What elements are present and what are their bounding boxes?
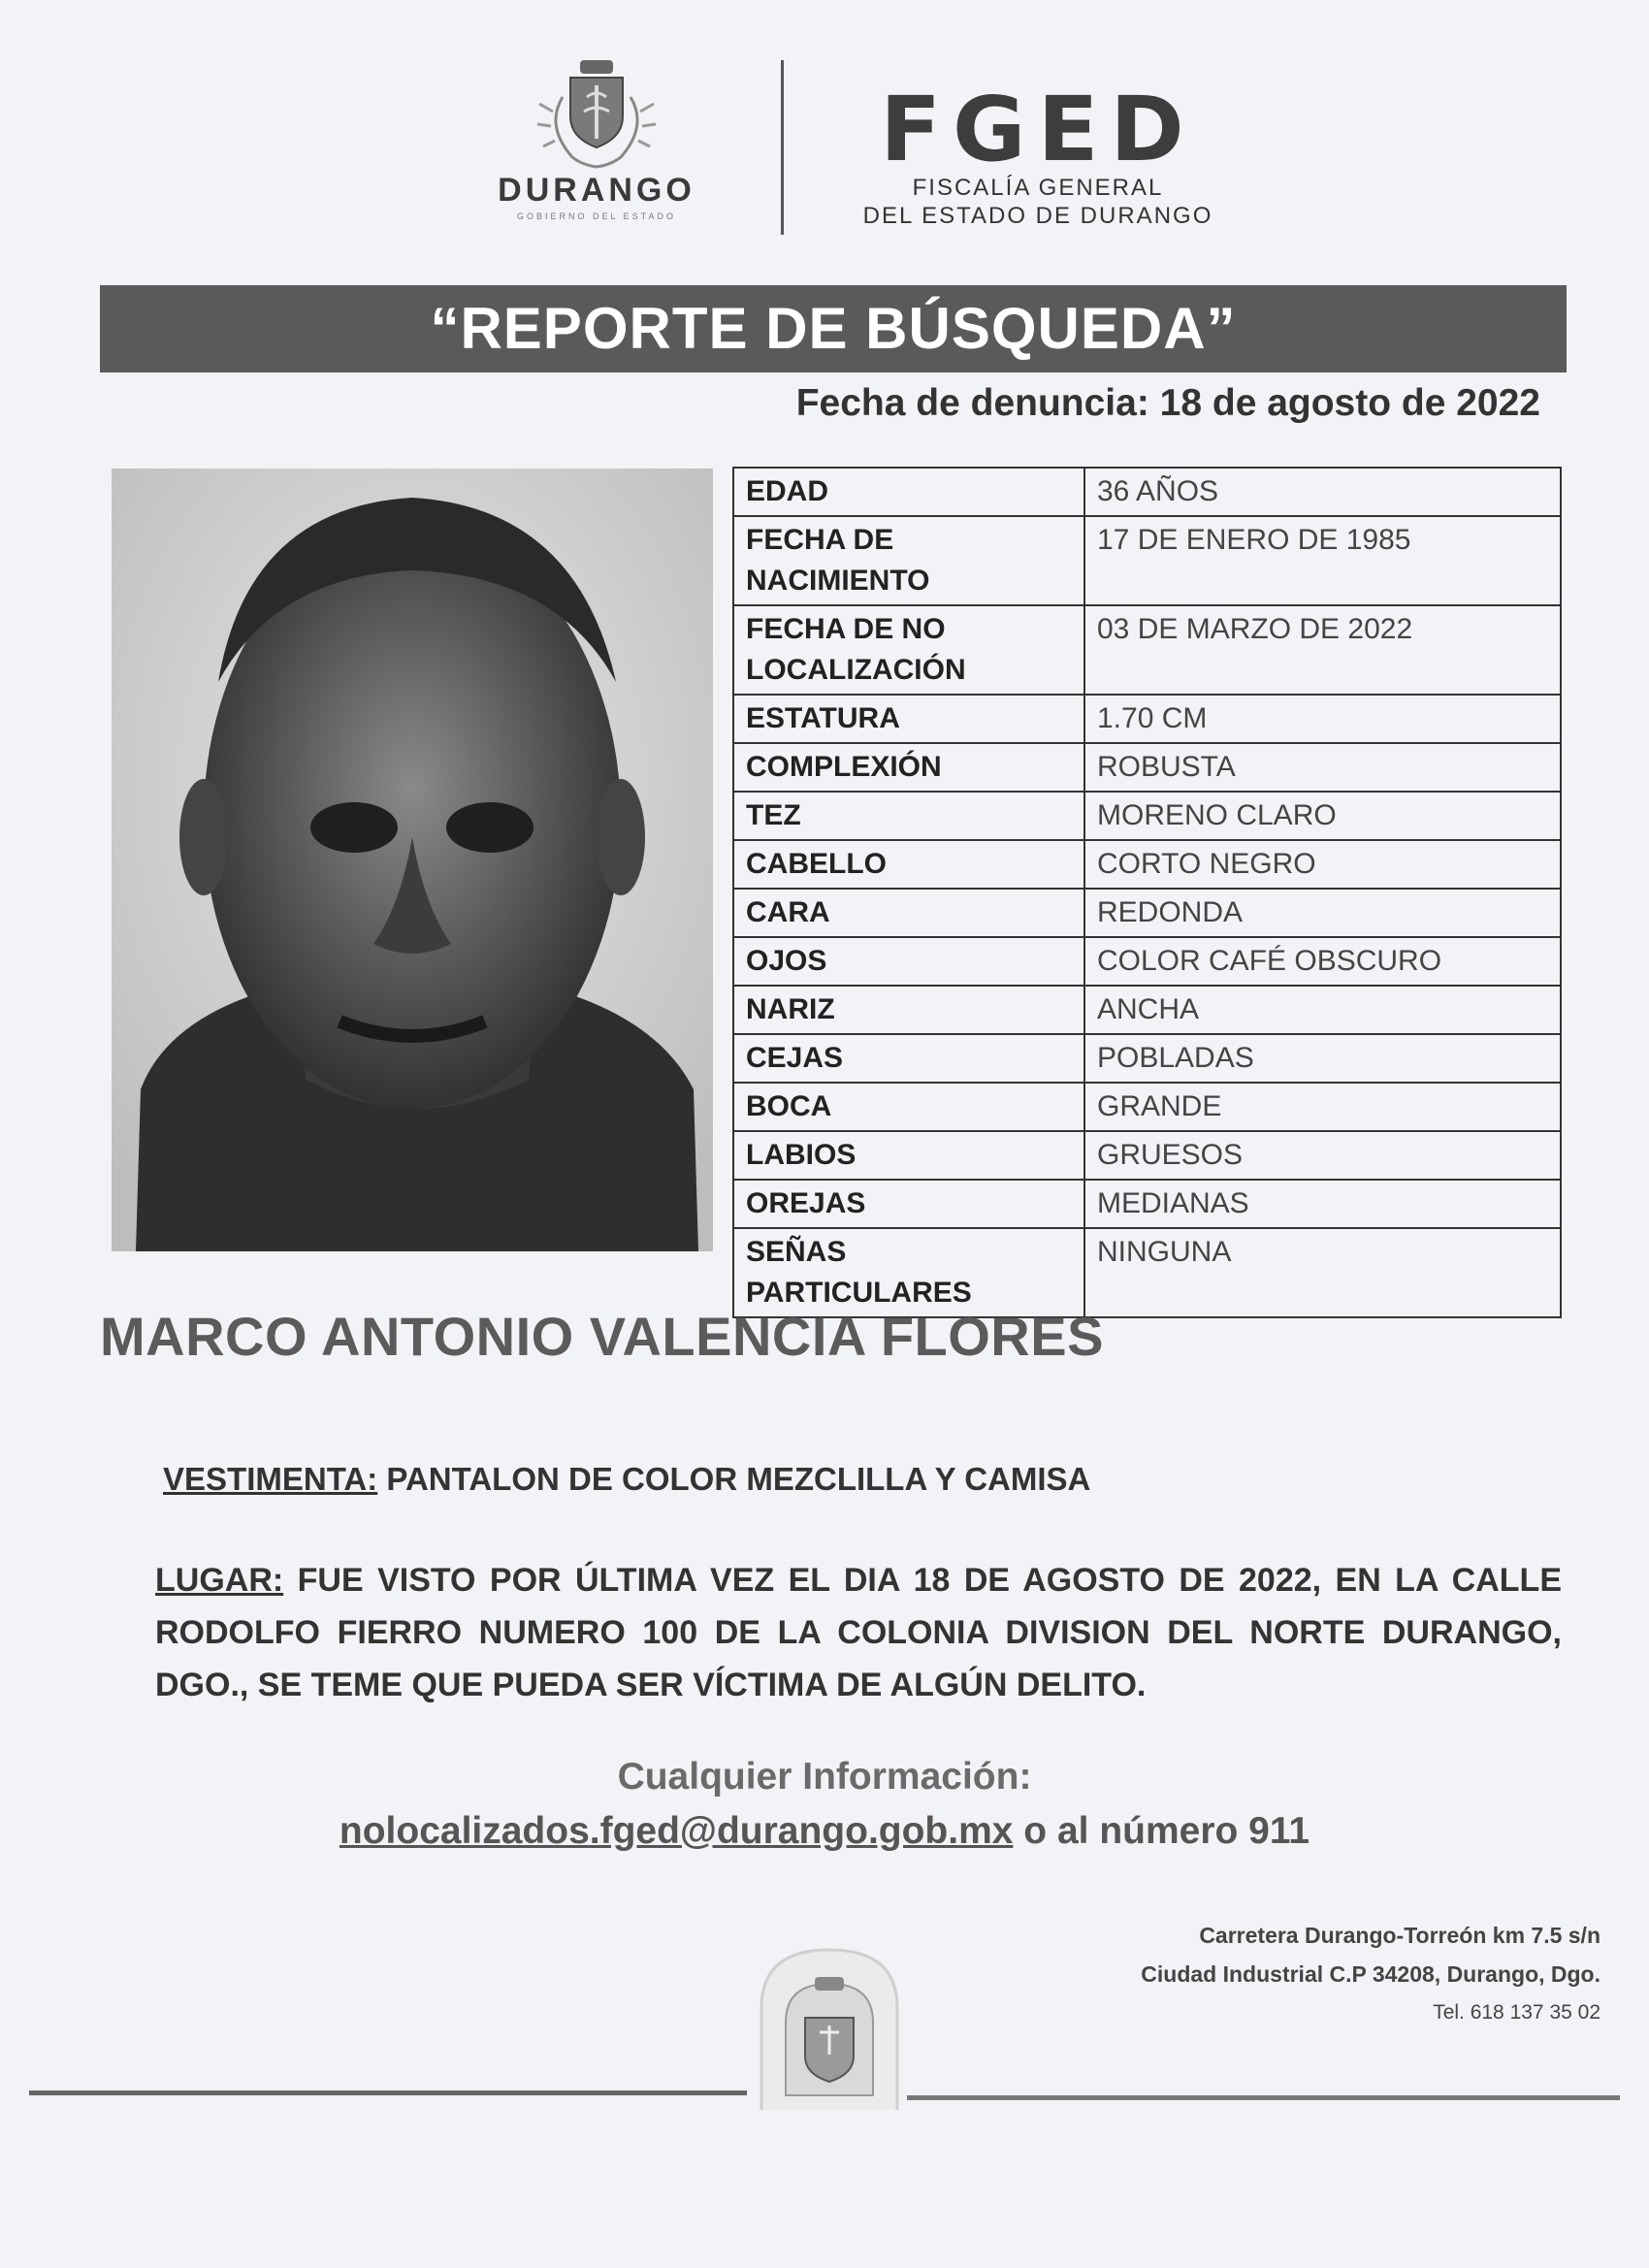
header-divider <box>781 60 784 235</box>
agency-name-line2: DEL ESTADO DE DURANGO <box>862 202 1213 229</box>
table-row <box>733 695 1561 743</box>
attribute-value: NINGUNA <box>1084 1228 1561 1317</box>
clothing-line <box>163 1461 1090 1498</box>
attribute-value: ROBUSTA <box>1084 743 1561 792</box>
footer-address-line1: Carretera Durango-Torreón km 7.5 s/n <box>1199 1923 1600 1948</box>
attribute-label: FECHA DE NO LOCALIZACIÓN <box>733 605 1084 695</box>
location-label: LUGAR: <box>155 1562 284 1599</box>
attribute-label: CARA <box>733 889 1084 937</box>
table-row <box>733 605 1561 695</box>
title-banner <box>100 285 1567 373</box>
portrait-image <box>112 469 713 1251</box>
table-row <box>733 840 1561 889</box>
attribute-value: GRUESOS <box>1084 1131 1561 1180</box>
attribute-value: 03 DE MARZO DE 2022 <box>1084 605 1561 695</box>
durango-wordmark: DURANGO <box>498 172 695 209</box>
attribute-value: CORTO NEGRO <box>1084 840 1561 889</box>
attribute-label: SEÑAS PARTICULARES <box>733 1228 1084 1317</box>
attribute-value: GRANDE <box>1084 1083 1561 1131</box>
report-date <box>796 382 1540 425</box>
attribute-label: ESTATURA <box>733 695 1084 743</box>
agency-name-line1: FISCALÍA GENERAL <box>912 175 1164 201</box>
table-row <box>733 1180 1561 1228</box>
report-title: “REPORTE DE BÚSQUEDA” <box>430 296 1237 361</box>
report-date-label: Fecha de denuncia: <box>795 382 1149 424</box>
attribute-label: OJOS <box>733 937 1084 986</box>
durango-crest-icon <box>534 58 660 170</box>
attribute-value: MORENO CLARO <box>1084 792 1561 840</box>
person-name: MARCO ANTONIO VALENCIA FLORES <box>100 1306 1104 1367</box>
table-row <box>733 986 1561 1034</box>
durango-logo <box>451 58 742 243</box>
fged-logo-block <box>844 78 1232 231</box>
clothing-label: VESTIMENTA: <box>163 1461 378 1497</box>
table-row <box>733 937 1561 986</box>
location-paragraph <box>155 1554 1562 1711</box>
attribute-label: BOCA <box>733 1083 1084 1131</box>
missing-person-photo <box>112 469 713 1251</box>
table-row <box>733 1131 1561 1180</box>
attribute-value: ANCHA <box>1084 986 1561 1034</box>
table-row <box>733 468 1561 516</box>
table-row <box>733 1083 1561 1131</box>
attribute-label: EDAD <box>733 468 1084 516</box>
attribute-label: FECHA DE NACIMIENTO <box>733 516 1084 605</box>
attribute-label: OREJAS <box>733 1180 1084 1228</box>
footer-phone: Tel. 618 137 35 02 <box>1433 2001 1600 2024</box>
fged-logo: FGED <box>880 78 1196 181</box>
attribute-label: CEJAS <box>733 1034 1084 1083</box>
contact-email-link[interactable]: nolocalizados.fged@durango.gob.mx <box>339 1810 1014 1852</box>
footer-rule-right <box>907 2095 1620 2100</box>
table-row <box>733 743 1561 792</box>
footer-rule-left <box>29 2090 747 2095</box>
clothing-text: PANTALON DE COLOR MEZCLILLA Y CAMISA <box>386 1461 1091 1497</box>
footer-seal-icon <box>747 1940 912 2110</box>
attribute-label: NARIZ <box>733 986 1084 1034</box>
durango-subtitle: GOBIERNO DEL ESTADO <box>516 211 677 221</box>
person-attributes-table <box>732 467 1562 1318</box>
table-row <box>733 889 1561 937</box>
table-row <box>733 792 1561 840</box>
attribute-value: 1.70 CM <box>1084 695 1561 743</box>
table-row <box>733 1034 1561 1083</box>
footer-address <box>1141 1916 1600 2032</box>
attribute-value: MEDIANAS <box>1084 1180 1561 1228</box>
report-date-value: 18 de agosto de 2022 <box>1159 382 1540 424</box>
attribute-value: 36 AÑOS <box>1084 468 1561 516</box>
footer-address-line2: Ciudad Industrial C.P 34208, Durango, Dgo. <box>1141 1961 1600 1987</box>
attribute-value: 17 DE ENERO DE 1985 <box>1084 516 1561 605</box>
attribute-label: CABELLO <box>733 840 1084 889</box>
location-text: FUE VISTO POR ÚLTIMA VEZ EL DIA 18 DE AGOSTO DE 2022, EN LA CALLE RODOLFO FIERRO NUMERO 100 DE LA COLONIA DIVISION DEL NORTE DURANGO, DGO., SE TEME QUE PUEDA SER VÍCTIMA DE ALGÚN DELITO. <box>155 1562 1562 1703</box>
contact-line <box>0 1810 1649 1853</box>
attribute-label: TEZ <box>733 792 1084 840</box>
attribute-value: REDONDA <box>1084 889 1561 937</box>
contact-heading: Cualquier Información: <box>617 1756 1032 1798</box>
attribute-label: LABIOS <box>733 1131 1084 1180</box>
contact-phone-text: o al número 911 <box>1023 1810 1310 1852</box>
table-row <box>733 516 1561 605</box>
attribute-label: COMPLEXIÓN <box>733 743 1084 792</box>
attribute-value: COLOR CAFÉ OBSCURO <box>1084 937 1561 986</box>
attribute-value: POBLADAS <box>1084 1034 1561 1083</box>
